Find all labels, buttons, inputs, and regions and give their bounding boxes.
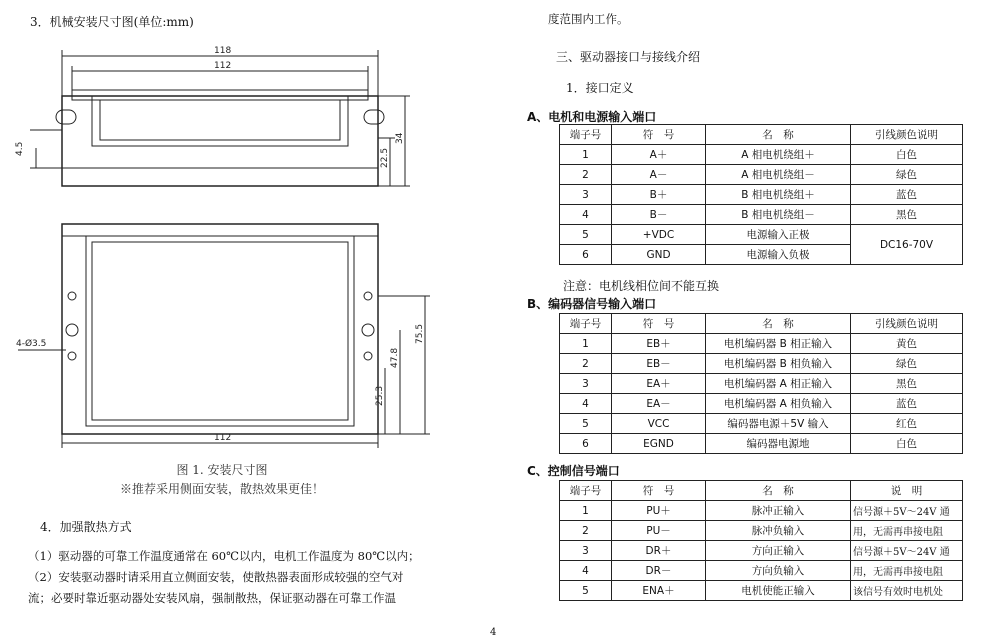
- dim-47-8: 47.8: [390, 347, 400, 368]
- table-cell: 脉冲正输入: [706, 501, 851, 521]
- table-row: [560, 581, 963, 601]
- table-cell: 黑色: [851, 374, 963, 394]
- table-cell: EB＋: [612, 334, 706, 354]
- table-cell: 蓝色: [851, 394, 963, 414]
- table-cell: +VDC: [612, 225, 706, 245]
- table-cell: ENA＋: [612, 581, 706, 601]
- table-cell: 4: [560, 561, 612, 581]
- table-cell: 用，无需再串接电阻: [851, 521, 963, 541]
- tableC-title: C、控制信号端口: [527, 464, 620, 478]
- tableB-title: B、编码器信号输入端口: [527, 297, 657, 311]
- tableA: [559, 124, 963, 265]
- dim-118: 118: [214, 46, 232, 56]
- table-cell: EA－: [612, 394, 706, 414]
- dim-25-3: 25.3: [375, 385, 385, 406]
- table-cell: 方向正输入: [706, 541, 851, 561]
- table-row: [560, 501, 963, 521]
- tableA-header: 引线颜色说明: [851, 125, 963, 145]
- section3-title: 3．机械安装尺寸图(单位:mm): [30, 15, 194, 29]
- dim-112-top: 112: [214, 61, 232, 71]
- table-row: [560, 205, 963, 225]
- interface-definition-title: 1．接口定义: [566, 81, 634, 95]
- table-cell: 黄色: [851, 334, 963, 354]
- table-cell: EGND: [612, 434, 706, 454]
- table-row: [560, 145, 963, 165]
- tableA-title: A、电机和电源输入端口: [527, 110, 657, 124]
- tableA-header: 端子号: [560, 125, 612, 145]
- table-cell: 电源输入正极: [706, 225, 851, 245]
- table-cell: 电机编码器 A 相正输入: [706, 374, 851, 394]
- table-cell: 2: [560, 354, 612, 374]
- table-row: [560, 374, 963, 394]
- section4-title: 4．加强散热方式: [40, 520, 132, 534]
- table-cell: 用，无需再串接电阻: [851, 561, 963, 581]
- table-cell: 5: [560, 225, 612, 245]
- table-cell: 方向负输入: [706, 561, 851, 581]
- table-cell: 3: [560, 541, 612, 561]
- tableA-header: 符 号: [612, 125, 706, 145]
- table-cell: 红色: [851, 414, 963, 434]
- continuation-text: 度范围内工作。: [548, 12, 629, 26]
- tableA-header: 名 称: [706, 125, 851, 145]
- table-cell: 信号源＋5V～24V 通: [851, 541, 963, 561]
- table-cell: 电源输入负极: [706, 245, 851, 265]
- table-row: [560, 185, 963, 205]
- table-cell: 电机使能正输入: [706, 581, 851, 601]
- tableC-header: 说 明: [851, 481, 963, 501]
- table-cell: 4: [560, 205, 612, 225]
- table-row: [560, 434, 963, 454]
- table-cell: 绿色: [851, 165, 963, 185]
- table-cell: PU－: [612, 521, 706, 541]
- table-cell: 3: [560, 374, 612, 394]
- table-cell: 3: [560, 185, 612, 205]
- tableC-header: 名 称: [706, 481, 851, 501]
- tableA-note: 注意：电机线相位间不能互换: [563, 279, 720, 293]
- dim-34: 34: [395, 132, 405, 144]
- tableC: [559, 480, 963, 601]
- table-cell: B 相电机绕组－: [706, 205, 851, 225]
- table-row: [560, 521, 963, 541]
- tableB-header: 符 号: [612, 314, 706, 334]
- dim-75-5: 75.5: [415, 323, 425, 344]
- table-cell: 蓝色: [851, 185, 963, 205]
- table-row: [560, 354, 963, 374]
- table-cell: 1: [560, 334, 612, 354]
- table-cell: 6: [560, 434, 612, 454]
- paragraph-1: （1）驱动器的可靠工作温度通常在 60℃以内，电机工作温度为 80℃以内；: [28, 549, 420, 563]
- dim-22-5: 22.5: [380, 147, 390, 168]
- table-cell: B 相电机绕组＋: [706, 185, 851, 205]
- table-cell: 5: [560, 414, 612, 434]
- table-cell: 黑色: [851, 205, 963, 225]
- table-cell: 2: [560, 521, 612, 541]
- table-row: [560, 541, 963, 561]
- table-cell: 编码器电源地: [706, 434, 851, 454]
- table-row: [560, 334, 963, 354]
- table-cell: 白色: [851, 434, 963, 454]
- table-cell: 4: [560, 394, 612, 414]
- table-cell: 电机编码器 B 相负输入: [706, 354, 851, 374]
- table-cell: VCC: [612, 414, 706, 434]
- table-cell: 电机编码器 B 相正输入: [706, 334, 851, 354]
- tableB-header: 端子号: [560, 314, 612, 334]
- tableC-header-row: [560, 481, 963, 501]
- table-cell: DR－: [612, 561, 706, 581]
- front-view: [18, 224, 430, 448]
- page-number: 4: [490, 627, 497, 638]
- tableC-header: 符 号: [612, 481, 706, 501]
- table-cell: 信号源＋5V～24V 通: [851, 501, 963, 521]
- table-cell: A 相电机绕组－: [706, 165, 851, 185]
- paragraph-2: （2）安装驱动器时请采用直立侧面安装，使散热器表面形成较强的空气对: [28, 570, 404, 584]
- table-cell: 电机编码器 A 相负输入: [706, 394, 851, 414]
- table-cell: 脉冲负输入: [706, 521, 851, 541]
- table-cell: 绿色: [851, 354, 963, 374]
- table-cell: 5: [560, 581, 612, 601]
- table-row: [560, 394, 963, 414]
- table-cell: 1: [560, 501, 612, 521]
- table-cell: GND: [612, 245, 706, 265]
- table-cell: EB－: [612, 354, 706, 374]
- tableA-header-row: [560, 125, 963, 145]
- table-cell: B＋: [612, 185, 706, 205]
- dim-holes: 4-Ø3.5: [16, 339, 47, 349]
- figure-caption: 图 1. 安装尺寸图: [176, 463, 268, 477]
- dim-112-bottom: 112: [214, 433, 232, 443]
- table-cell: 6: [560, 245, 612, 265]
- table-cell: A－: [612, 165, 706, 185]
- table-cell: A 相电机绕组＋: [706, 145, 851, 165]
- dim-4-5: 4.5: [15, 141, 25, 156]
- table-cell: B－: [612, 205, 706, 225]
- table-cell: 该信号有效时电机处: [851, 581, 963, 601]
- tableB-header-row: [560, 314, 963, 334]
- figure-note: ※推荐采用侧面安装，散热效果更佳！: [119, 482, 324, 496]
- table-cell: A＋: [612, 145, 706, 165]
- table-cell: 编码器电源＋5V 输入: [706, 414, 851, 434]
- table-cell: 1: [560, 145, 612, 165]
- table-cell: EA＋: [612, 374, 706, 394]
- paragraph-3: 流；必要时靠近驱动器处安装风扇，强制散热，保证驱动器在可靠工作温: [28, 591, 396, 605]
- table-cell: 白色: [851, 145, 963, 165]
- table-cell: PU＋: [612, 501, 706, 521]
- table-row: [560, 165, 963, 185]
- table-cell-voltage: DC16-70V: [851, 225, 963, 265]
- mounting-dimension-drawing: [0, 38, 470, 463]
- table-row: [560, 225, 963, 245]
- table-row: [560, 414, 963, 434]
- tableB: [559, 313, 963, 454]
- table-cell: 2: [560, 165, 612, 185]
- table-cell: DR＋: [612, 541, 706, 561]
- tableB-header: 名 称: [706, 314, 851, 334]
- table-row: [560, 561, 963, 581]
- interface-section-title: 三、驱动器接口与接线介绍: [556, 50, 701, 64]
- tableC-header: 端子号: [560, 481, 612, 501]
- tableB-header: 引线颜色说明: [851, 314, 963, 334]
